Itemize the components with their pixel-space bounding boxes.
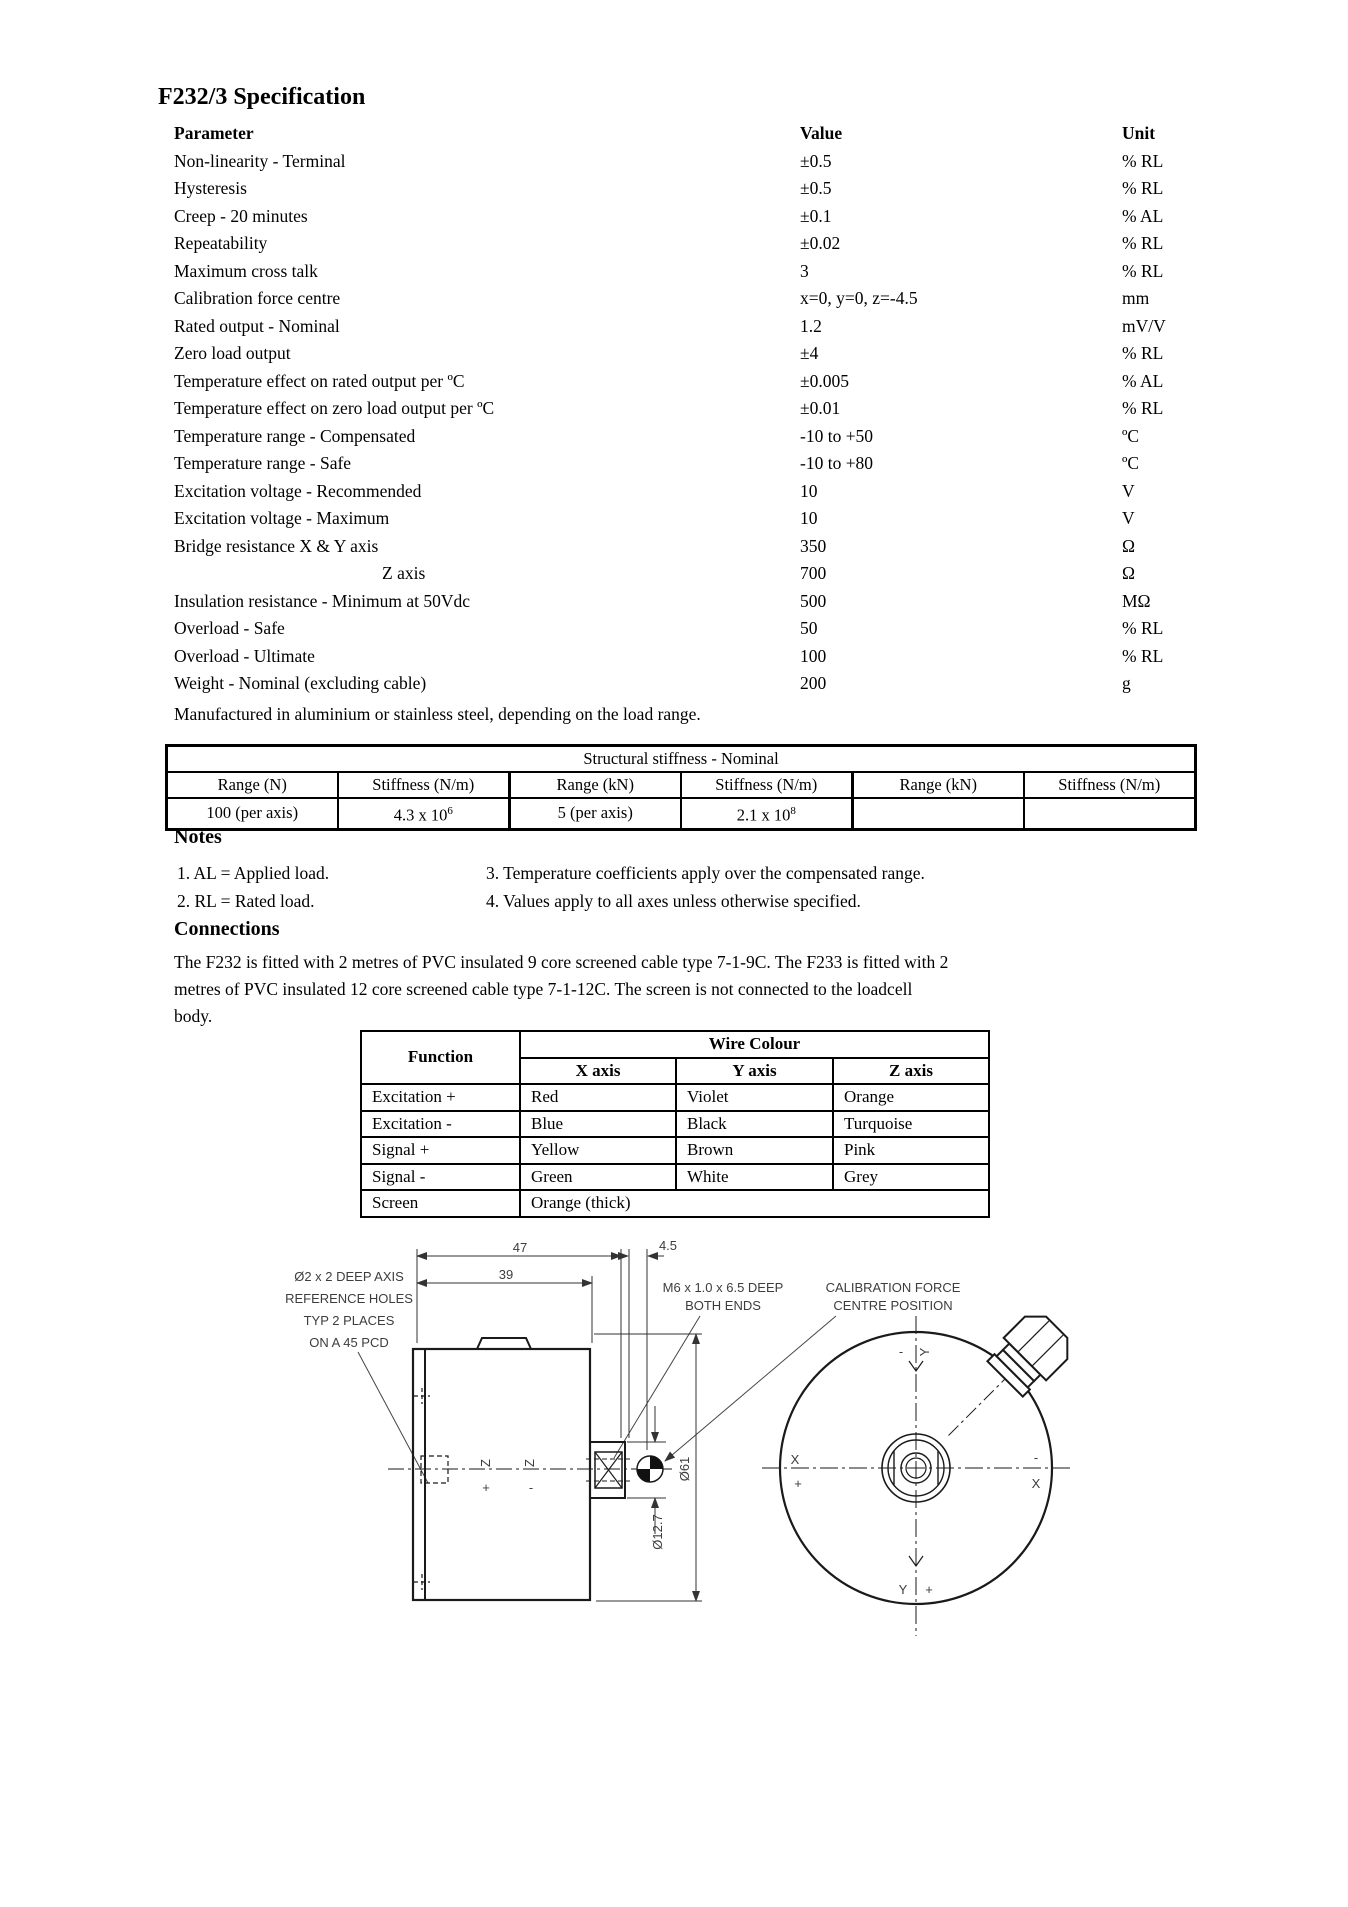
x-right-sign: - (1033, 1450, 1039, 1465)
spec-row (174, 615, 1194, 643)
spec-value: 100 (800, 645, 827, 666)
spec-value: 200 (800, 673, 827, 693)
dim-label-47: 47 (512, 1240, 528, 1255)
wire-function: Excitation - (361, 1111, 520, 1138)
m6-note-line: BOTH ENDS (685, 1298, 761, 1313)
spec-row (174, 450, 1194, 478)
spec-row (174, 423, 1194, 451)
spec-param: Temperature range - Compensated (174, 425, 416, 446)
spec-row (174, 395, 1194, 423)
spec-table (174, 120, 1194, 698)
wire-colour-x: Yellow (520, 1137, 676, 1164)
x-left-label: X (790, 1452, 800, 1467)
spec-value: 700 (800, 563, 827, 583)
spec-value: 3 (800, 260, 809, 281)
spec-param: Excitation voltage - Maximum (174, 508, 390, 528)
cal-leader-line (665, 1316, 836, 1461)
loadcell-body-outline (413, 1349, 590, 1600)
spec-value: ±0.005 (800, 370, 849, 391)
ref-note-line: TYP 2 PLACES (303, 1313, 395, 1328)
spec-value: 10 (800, 508, 818, 528)
stiffness-value-base: 2.1 x 10 (736, 805, 791, 825)
spec-value: 500 (800, 590, 827, 611)
m6-leader-line (614, 1316, 700, 1458)
spec-unit: mV/V (1122, 315, 1166, 336)
spec-param: Temperature range - Safe (174, 453, 352, 473)
z-plus-label: Z (478, 1459, 493, 1467)
spec-param: Calibration force centre (174, 288, 341, 308)
spec-unit: mm (1122, 288, 1150, 308)
spec-param: Insulation resistance - Minimum at 50Vdc (174, 590, 470, 611)
note-1: 1. AL = Applied load. (177, 863, 330, 883)
wire-row (361, 1111, 989, 1138)
y-top-sign: - (898, 1344, 904, 1359)
note-3: 3. Temperature coefficients apply over the compensated range. (486, 863, 925, 883)
cal-note-line: CALIBRATION FORCE (825, 1280, 961, 1295)
stiffness-value-base: 4.3 x 10 (393, 805, 448, 825)
wire-colour-y: Brown (676, 1137, 833, 1164)
spec-param: Excitation voltage - Recommended (174, 480, 422, 501)
y-top-label: Y (917, 1347, 932, 1357)
spec-header-parameter: Parameter (174, 123, 254, 143)
wire-function: Signal + (361, 1137, 520, 1164)
spec-row (174, 203, 1194, 231)
wire-colour-z: Orange (833, 1084, 989, 1111)
spec-value: ±0.5 (800, 178, 832, 198)
x-left-sign: + (794, 1476, 802, 1491)
connections-text-line: body. (174, 1006, 213, 1026)
stiffness-table-title: Structural stiffness - Nominal (167, 746, 1196, 773)
wire-function: Excitation + (361, 1084, 520, 1111)
calibration-centre-symbol (637, 1456, 663, 1482)
stiffness-range-empty (853, 798, 1024, 829)
body-top-boss (477, 1338, 531, 1349)
spec-row (174, 588, 1194, 616)
stiffness-value-1 (338, 798, 510, 829)
stiffness-col-header: Stiffness (N/m) (1024, 772, 1196, 798)
spec-row (174, 340, 1194, 368)
dim-label-39: 39 (498, 1267, 514, 1282)
spec-value: ±0.1 (800, 205, 832, 226)
spec-param: Bridge resistance X & Y axis (174, 535, 379, 556)
spec-param: Non-linearity - Terminal (174, 150, 346, 171)
wire-axis-header-x: X axis (520, 1058, 676, 1085)
wire-colour-x: Blue (520, 1111, 676, 1138)
spec-param: Temperature effect on zero load output per ºC (174, 398, 495, 418)
stiffness-col-header: Range (kN) (510, 772, 681, 798)
spec-value: x=0, y=0, z=-4.5 (800, 288, 918, 308)
spec-unit: g (1122, 673, 1131, 693)
spec-row-z-axis (174, 560, 1194, 588)
wire-row (361, 1137, 989, 1164)
spec-unit: % RL (1122, 150, 1164, 171)
wire-colour-table (360, 1030, 990, 1218)
axis-hole-tick-marks (414, 1388, 430, 1590)
cal-note-line: CENTRE POSITION (833, 1298, 953, 1313)
spec-unit: % RL (1122, 233, 1164, 253)
spec-value: ±0.01 (800, 398, 841, 418)
spec-row (174, 148, 1194, 176)
wire-function-screen: Screen (361, 1190, 520, 1217)
wire-colour-header: Wire Colour (520, 1031, 989, 1058)
m6-note-line: M6 x 1.0 x 6.5 DEEP (662, 1280, 784, 1295)
wire-colour-y: Black (676, 1111, 833, 1138)
spec-param: Repeatability (174, 233, 268, 253)
spec-value: ±4 (800, 343, 819, 363)
spec-unit: MΩ (1122, 590, 1151, 611)
spec-unit: ºC (1122, 425, 1140, 446)
spec-unit: V (1122, 480, 1135, 501)
ref-note-leader-line (358, 1352, 428, 1483)
spec-unit: % RL (1122, 618, 1164, 638)
spec-unit: % RL (1122, 343, 1164, 363)
spec-header-unit: Unit (1122, 123, 1156, 143)
spec-value: 350 (800, 535, 827, 556)
wire-colour-z: Pink (833, 1137, 989, 1164)
spec-value: -10 to +50 (800, 425, 874, 446)
spec-param: Temperature effect on rated output per ºC (174, 370, 465, 391)
connections-heading: Connections (174, 918, 280, 940)
spec-row (174, 368, 1194, 396)
connections-text-line: metres of PVC insulated 12 core screened cable type 7-1-12C. The screen is not connected to the loadcell (174, 979, 913, 999)
spec-unit: Ω (1122, 535, 1136, 556)
connections-text-line: The F232 is fitted with 2 metres of PVC insulated 9 core screened cable type 7-1-9C. The F233 is fitted with 2 (174, 952, 949, 972)
spec-param: Zero load output (174, 343, 291, 363)
spec-unit: % AL (1122, 205, 1164, 226)
wire-row (361, 1164, 989, 1191)
spec-unit: V (1122, 508, 1135, 528)
spec-row (174, 230, 1194, 258)
m6-thread-note (614, 1280, 783, 1458)
wire-colour-x: Red (520, 1084, 676, 1111)
wire-colour-z: Grey (833, 1164, 989, 1191)
spec-unit: % RL (1122, 178, 1164, 198)
page-title: F232/3 Specification (158, 84, 366, 110)
spec-param: Weight - Nominal (excluding cable) (174, 673, 427, 693)
spec-param: Overload - Ultimate (174, 645, 315, 666)
stiffness-value-2 (681, 798, 853, 829)
y-bottom-label: Y (898, 1582, 908, 1597)
spec-value: 50 (800, 618, 818, 638)
wire-colour-z: Turquoise (833, 1111, 989, 1138)
dim-label-dia61: Ø61 (677, 1456, 692, 1482)
spec-row (174, 175, 1194, 203)
technical-drawing (0, 1230, 1348, 1800)
reference-holes-note (285, 1269, 428, 1483)
spec-value: 1.2 (800, 315, 822, 336)
z-axis-labels (478, 1459, 537, 1495)
material-note: Manufactured in aluminium or stainless steel, depending on the load range. (174, 704, 701, 724)
stiffness-table (165, 744, 1197, 831)
z-minus-label: Z (522, 1459, 537, 1467)
ref-note-line: ON A 45 PCD (309, 1335, 389, 1350)
spec-value: ±0.02 (800, 233, 841, 253)
stiffness-range-n: 100 (per axis) (167, 798, 338, 829)
spec-param: Overload - Safe (174, 618, 285, 638)
spec-param: Maximum cross talk (174, 260, 318, 281)
spec-row (174, 533, 1194, 561)
ref-note-line: REFERENCE HOLES (285, 1291, 413, 1306)
note-4: 4. Values apply to all axes unless otherwise specified. (486, 891, 861, 911)
stiffness-col-header: Stiffness (N/m) (338, 772, 510, 798)
spec-header-row (174, 120, 1194, 148)
wire-axis-header-z: Z axis (833, 1058, 989, 1085)
wire-row-screen (361, 1190, 989, 1217)
notes-heading: Notes (174, 826, 222, 848)
wire-function: Signal - (361, 1164, 520, 1191)
note-2: 2. RL = Rated load. (177, 891, 315, 911)
dim-label-4-5: 4.5 (658, 1238, 678, 1253)
spec-param: Creep - 20 minutes (174, 205, 308, 226)
spec-unit: % RL (1122, 398, 1164, 418)
spec-param: Z axis (382, 563, 426, 583)
z-plus-sign: + (482, 1480, 490, 1495)
stiffness-col-header: Stiffness (N/m) (681, 772, 853, 798)
spec-row (174, 285, 1194, 313)
stiffness-col-header: Range (N) (167, 772, 338, 798)
spec-value: ±0.5 (800, 150, 832, 171)
wire-colour-y: Violet (676, 1084, 833, 1111)
stiffness-col-header: Range (kN) (853, 772, 1024, 798)
stiffness-value-empty (1024, 798, 1196, 829)
wire-colour-x: Green (520, 1164, 676, 1191)
spec-header-value: Value (800, 123, 843, 143)
wire-colour-y: White (676, 1164, 833, 1191)
spec-unit: % RL (1122, 645, 1164, 666)
stiffness-value-exponent: 8 (790, 805, 796, 817)
wire-row (361, 1084, 989, 1111)
wire-axis-header-y: Y axis (676, 1058, 833, 1085)
spec-param: Rated output - Nominal (174, 315, 340, 336)
stiffness-value-exponent: 6 (447, 805, 453, 817)
spec-unit: % AL (1122, 370, 1164, 391)
ref-note-line: Ø2 x 2 DEEP AXIS (294, 1269, 404, 1284)
y-bottom-sign: + (925, 1582, 933, 1597)
spec-row (174, 643, 1194, 671)
spec-row (174, 313, 1194, 341)
z-minus-sign: - (528, 1480, 534, 1495)
spec-param: Hysteresis (174, 178, 247, 198)
spec-unit: % RL (1122, 260, 1164, 281)
spec-value: 10 (800, 480, 818, 501)
spec-unit: Ω (1122, 563, 1136, 583)
dim-label-dia12-7: Ø12.7 (650, 1514, 665, 1550)
spec-row (174, 258, 1194, 286)
spec-value: -10 to +80 (800, 453, 874, 473)
spec-row (174, 478, 1194, 506)
wire-function-header: Function (361, 1031, 520, 1084)
spec-row (174, 505, 1194, 533)
stiffness-range-kn: 5 (per axis) (510, 798, 681, 829)
cable-gland (927, 1306, 1078, 1457)
wire-colour-screen: Orange (thick) (520, 1190, 989, 1217)
gland-centerline (949, 1379, 1006, 1436)
x-right-label: X (1031, 1476, 1041, 1491)
spec-unit: ºC (1122, 453, 1140, 473)
spec-row (174, 670, 1194, 698)
